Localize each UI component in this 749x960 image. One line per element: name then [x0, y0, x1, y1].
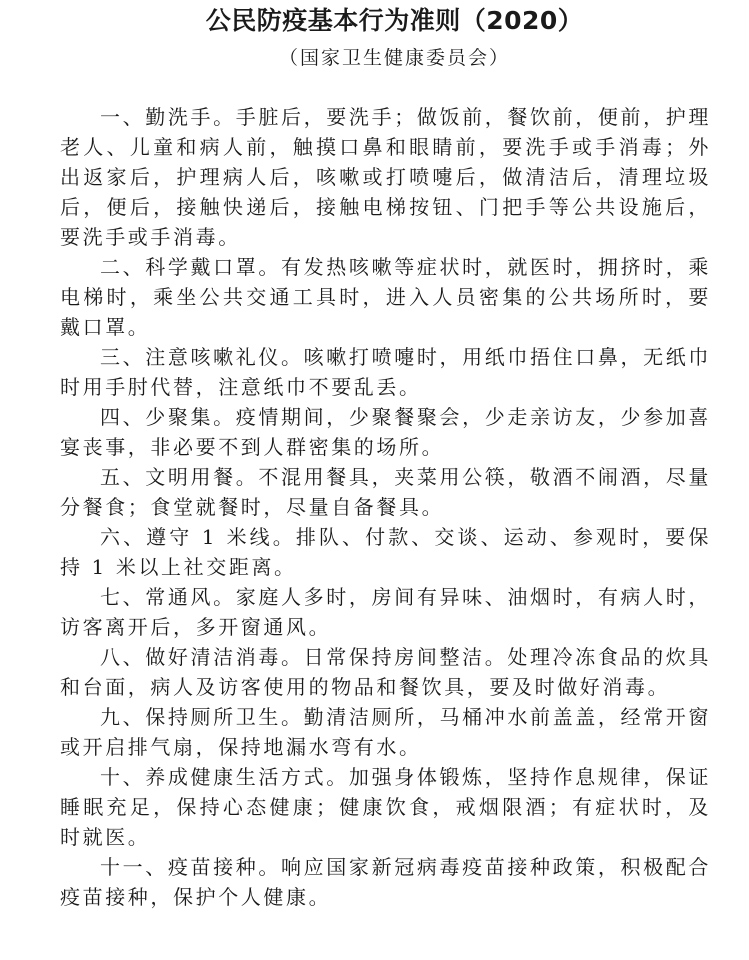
rule-paragraph-3: 三、注意咳嗽礼仪。咳嗽打喷嚏时，用纸巾捂住口鼻，无纸巾时用手肘代替，注意纸巾不要乱丢。 — [60, 345, 711, 399]
rule-paragraph-7: 七、常通风。家庭人多时，房间有异味、油烟时，有病人时，访客离开后，多开窗通风。 — [60, 585, 711, 639]
rule-paragraph-6: 六、遵守 1 米线。排队、付款、交谈、运动、参观时，要保持 1 米以上社交距离。 — [60, 525, 711, 579]
rule-paragraph-11: 十一、疫苗接种。响应国家新冠病毒疫苗接种政策，积极配合疫苗接种，保护个人健康。 — [60, 855, 711, 909]
rules-list — [60, 102, 711, 912]
rule-paragraph-2: 二、科学戴口罩。有发热咳嗽等症状时，就医时，拥挤时，乘电梯时，乘坐公共交通工具时，进入人员密集的公共场所时，要戴口罩。 — [60, 255, 711, 339]
rule-paragraph-1: 一、勤洗手。手脏后，要洗手；做饭前，餐饮前，便前，护理老人、儿童和病人前，触摸口鼻和眼睛前，要洗手或手消毒；外出返家后，护理病人后，咳嗽或打喷嚏后，做清洁后，清理垃圾后，便后，接触快递后，接触电梯按钮、门把手等公共设施后，要洗手或手消毒。 — [60, 105, 711, 249]
rule-paragraph-8: 八、做好清洁消毒。日常保持房间整洁。处理冷冻食品的炊具和台面，病人及访客使用的物品和餐饮具，要及时做好消毒。 — [60, 645, 711, 699]
rule-paragraph-10: 十、养成健康生活方式。加强身体锻炼，坚持作息规律，保证睡眠充足，保持心态健康；健康饮食，戒烟限酒；有症状时，及时就医。 — [60, 765, 711, 849]
document-title: 公民防疫基本行为准则（2020） — [205, 6, 584, 35]
document-subtitle: （国家卫生健康委员会） — [278, 47, 510, 69]
rule-paragraph-5: 五、文明用餐。不混用餐具，夹菜用公筷，敬酒不闹酒，尽量分餐食；食堂就餐时，尽量自备餐具。 — [60, 465, 711, 519]
rule-paragraph-9: 九、保持厕所卫生。勤清洁厕所，马桶冲水前盖盖，经常开窗或开启排气扇，保持地漏水弯有水。 — [60, 705, 711, 759]
rule-paragraph-4: 四、少聚集。疫情期间，少聚餐聚会，少走亲访友，少参加喜宴丧事，非必要不到人群密集的场所。 — [60, 405, 711, 459]
